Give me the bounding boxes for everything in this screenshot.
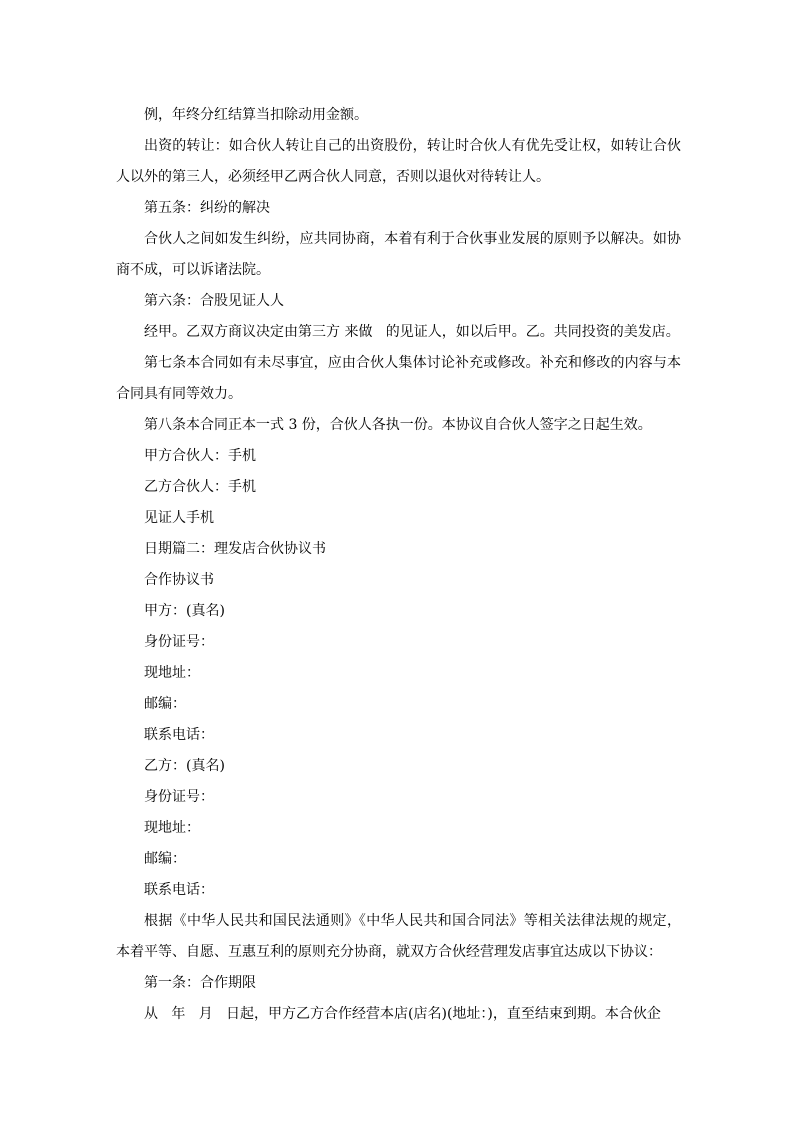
agreement-title: 合作协议书 [144, 572, 214, 588]
party-a-id-number: 身份证号： [144, 634, 214, 650]
party-a-address: 现地址： [144, 665, 200, 681]
document-body [116, 100, 681, 1030]
paragraph-dividend-deduction: 例，年终分红结算当扣除动用金额。 [144, 107, 368, 123]
heading-article-5: 第五条：纠纷的解决 [144, 200, 270, 216]
paragraph-article-8: 第八条本合同正本一式 3 份，合伙人各执一份。本协议自合伙人签字之日起生效。 [144, 417, 652, 433]
paragraph-witness: 经甲。乙双方商议决定由第三方 来做 的见证人，如以后甲。乙。共同投资的美发店。 [144, 324, 680, 340]
date-and-section-title: 日期篇二：理发店合伙协议书 [144, 541, 326, 557]
signature-party-b: 乙方合伙人：手机 [144, 479, 256, 495]
heading-article-6: 第六条：合股见证人人 [144, 293, 284, 309]
paragraph-cooperation-term: 从 年 月 日起，甲方乙方合作经营本店(店名)(地址：)，直至结束到期。本合伙企 [144, 1006, 661, 1022]
paragraph-article-7: 第七条本合同如有未尽事宜，应由合伙人集体讨论补充或修改。补充和修改的内容与本合同具有同等效力。 [116, 355, 681, 402]
party-b-postcode: 邮编： [144, 851, 186, 867]
party-a-phone: 联系电话： [144, 727, 214, 743]
signature-witness: 见证人手机 [144, 510, 214, 526]
party-a-postcode: 邮编： [144, 696, 186, 712]
party-a-name: 甲方：(真名) [144, 603, 225, 619]
heading-article-1: 第一条：合作期限 [144, 975, 256, 991]
paragraph-legal-basis: 根据《中华人民共和国民法通则》《中华人民共和国合同法》等相关法律法规的规定，本着平等、自愿、互惠互利的原则充分协商，就双方合伙经营理发店事宜达成以下协议： [116, 913, 681, 960]
party-b-name: 乙方：(真名) [144, 758, 225, 774]
signature-party-a: 甲方合伙人：手机 [144, 448, 256, 464]
party-b-address: 现地址： [144, 820, 200, 836]
party-b-phone: 联系电话： [144, 882, 214, 898]
party-b-id-number: 身份证号： [144, 789, 214, 805]
paragraph-capital-transfer: 出资的转让：如合伙人转让自己的出资股份，转让时合伙人有优先受让权，如转让合伙人以外的第三人，必须经甲乙两合伙人同意，否则以退伙对待转让人。 [116, 138, 681, 185]
paragraph-dispute-resolution: 合伙人之间如发生纠纷，应共同协商，本着有利于合伙事业发展的原则予以解决。如协商不成，可以诉诸法院。 [116, 231, 681, 278]
